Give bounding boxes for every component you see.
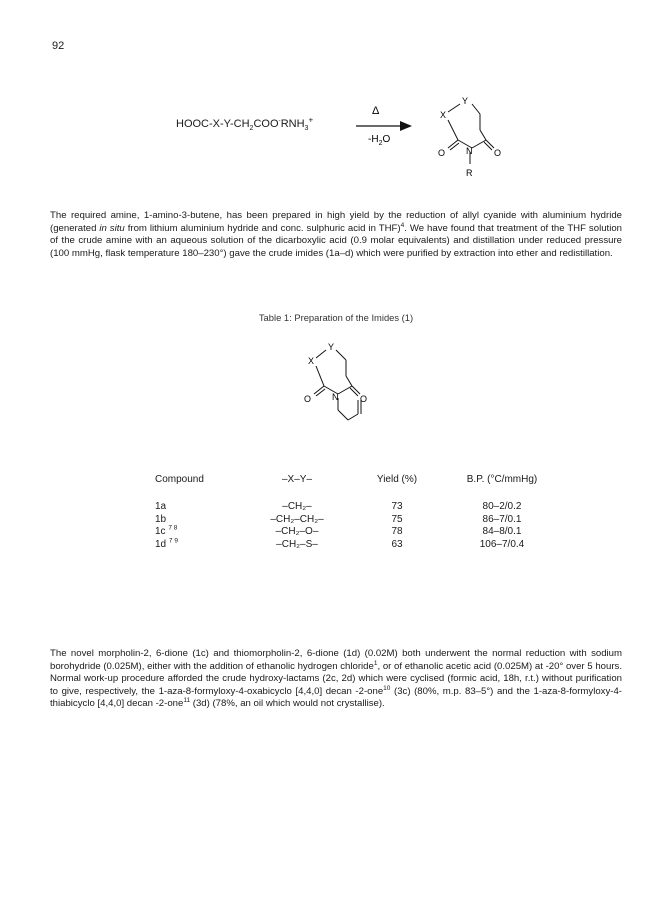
reactant-subscript-2: 2 <box>249 125 254 133</box>
cell-compound: 1b <box>155 513 167 525</box>
cell-xy: –CH₂– <box>282 501 312 512</box>
byproduct-label: $-H_2O$ <box>368 134 391 147</box>
imide-structure <box>290 338 380 448</box>
paragraph-1-italic: in situ <box>99 222 125 234</box>
table-row <box>155 526 567 539</box>
cell-xy: –CH₂–S– <box>276 538 318 550</box>
paragraph-1-text-c: . We have found that treatment of the THF solution of the crude amine with an aqueous solution of the dicarboxylic acid (0.9 molar equivalents) and distillation under reduced pressure (100 mmHg, flask temperature 180–230°) gave the crude imides (1a–d) which were purified by extraction into ether and redistillation. <box>50 222 622 259</box>
cell-compound: 1d <box>155 538 167 550</box>
table-header-row <box>155 474 567 501</box>
page-number: 92 <box>52 40 65 52</box>
imide-y-label: Y <box>328 342 335 352</box>
cell-bp: 84–8/0.1 <box>482 526 522 537</box>
paragraph-2-text-c: (3c) (80%, m.p. 83–5°) and the 1-aza-8-formyloxy-4-thiabicyclo [4,4,0] decan -2-one <box>50 685 622 709</box>
cell-bp: 80–2/0.2 <box>482 501 522 512</box>
cell-compound: 1a <box>155 501 167 512</box>
product-y-label: Y <box>462 96 469 106</box>
reaction-arrow <box>350 100 420 150</box>
imide-o-left-label: O <box>304 394 312 404</box>
cell-yield: 78 <box>391 526 403 537</box>
heat-symbol: Δ <box>372 105 380 117</box>
cell-bp: 106–7/0.4 <box>479 538 525 550</box>
header-yield: Yield (%) <box>376 474 418 485</box>
reactant-subscript-3: 3 <box>304 125 309 133</box>
reactant-mid: COO <box>253 118 279 130</box>
paragraph-1-reference: 4 <box>400 221 405 229</box>
paragraph-2-text-d: (3d) (78%, an oil which would not crystallise). <box>190 698 385 709</box>
product-o-right-label: O <box>494 148 502 158</box>
reactant-superscript-plus: + <box>308 115 314 125</box>
paragraph-2-reference-2: 10 <box>383 684 391 692</box>
cell-xy: –CH₂–O– <box>275 526 319 537</box>
cell-bp: 86–7/0.1 <box>482 513 522 525</box>
product-o-left-label: O <box>438 148 446 158</box>
imide-x-label: X <box>308 356 315 366</box>
cell-xy: –CH₂–CH₂– <box>270 513 324 525</box>
cell-refs: 7 8 <box>168 524 178 532</box>
table-caption: Table 1: Preparation of the Imides (1) <box>258 312 414 323</box>
table-row <box>155 514 567 527</box>
header-compound: Compound <box>155 474 204 485</box>
table-row <box>155 501 567 514</box>
product-x-label: X <box>440 110 447 120</box>
product-r-label: R <box>466 168 473 178</box>
cell-refs: 7 9 <box>168 537 178 545</box>
product-n-label: N <box>466 146 473 156</box>
paragraph-1-text-b: from lithium aluminium hydride and conc. sulphuric acid in THF) <box>124 222 401 234</box>
imide-o-right-label: O <box>360 394 368 404</box>
scheme-reactant <box>176 115 314 133</box>
paragraph-1-text-a: The required amine, 1-amino-3-butene, has been prepared in high yield by the reduction of allyl cyanide with aluminium hydride (generated <box>50 210 622 234</box>
paragraph-2-reference-3: 11 <box>183 696 191 704</box>
cell-yield: 73 <box>391 501 403 512</box>
header-bp: B.P. (°C/mmHg) <box>466 474 538 485</box>
imide-n-label: N <box>332 392 339 402</box>
paragraph-2-reference-1: 1 <box>373 659 378 667</box>
cell-compound: 1c <box>155 526 166 537</box>
paragraph-1 <box>50 210 622 260</box>
cell-yield: 63 <box>391 538 403 550</box>
reactant-amine: RNH <box>280 118 305 130</box>
paragraph-2-text-b: , or of ethanolic acetic acid (0.025M) at -20° over 5 hours. Normal work-up procedure afforded the crude hydroxy-lactams (2c, 2d) which were cyclised (formic acid, 18h, r.t.) without purification to give, respectively, the 1-aza-8-formyloxy-4-oxabicyclo [4,4,0] decan -2-one <box>50 660 622 697</box>
reactant-superscript-minus: - <box>278 117 281 125</box>
product-structure <box>420 92 510 192</box>
paragraph-2-text-a: The novel morpholin-2, 6-dione (1c) and thiomorpholin-2, 6-dione (1d) (0.02M) both underwent the normal reduction with sodium borohydride (0.025M), either with the addition of ethanolic hydrogen chloride <box>50 648 622 672</box>
header-xy: –X–Y– <box>281 474 313 485</box>
paragraph-2 <box>50 648 622 711</box>
table-row <box>155 539 567 552</box>
cell-yield: 75 <box>391 513 403 525</box>
reactant-main: HOOC-X-Y-CH <box>176 118 250 130</box>
imides-table <box>155 474 567 551</box>
